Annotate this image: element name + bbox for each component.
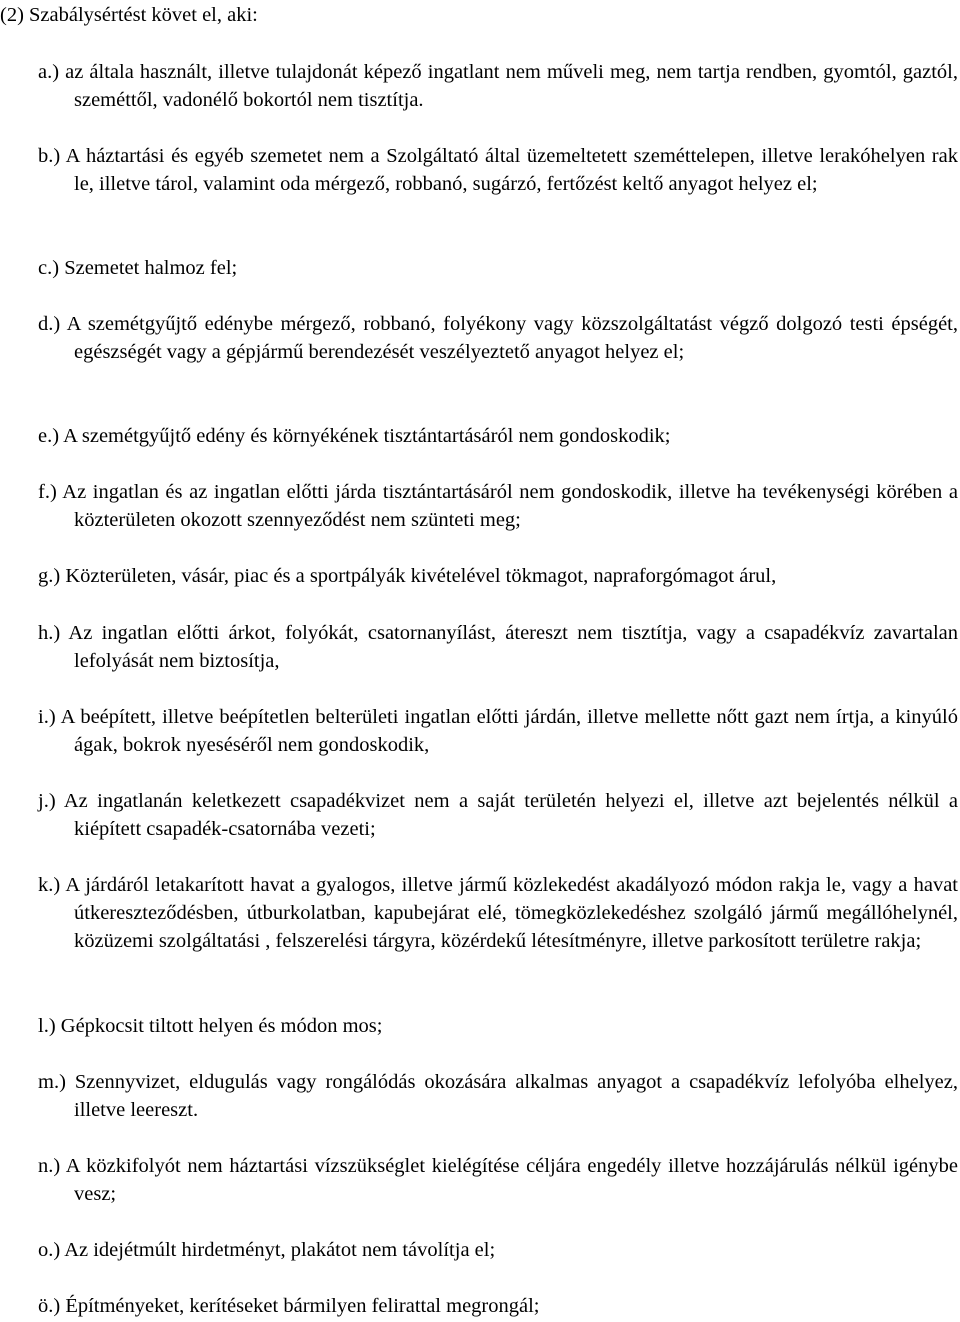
list-item-text: A járdáról letakarított havat a gyalogos, illetve jármű közlekedést akadályozó módon rakja le, vagy a havat útkereszteződésben, útburkolatban, kapubejárat elé, tömegközlekedéshez szolgáló jármű megállóhelynél, közüzemi szolgáltatási , felszerelési tárgyra, közérdekű létesítményre, illetve parkosított területre rakja; [65,874,958,952]
list-item-text: Építményeket, kerítéseket bármilyen felirattal megrongál; [65,1295,540,1317]
list-item-text: A közkifolyót nem háztartási vízszükséglet kielégítése céljára engedély illetve hozzájárulás nélkül igénybe vesz; [65,1155,958,1205]
list-marker: m.) [38,1071,66,1093]
list-item-g [38,562,958,590]
list-marker: l.) [38,1015,56,1037]
list-item-c [38,254,958,282]
list-item-text: Közterületen, vásár, piac és a sportpályák kivételével tökmagot, napraforgómagot árul, [65,565,777,587]
list-item-text: Szennyvizet, eldugulás vagy rongálódás okozására alkalmas anyagot a csapadékvíz lefolyóba elhelyez, illetve leereszt. [74,1071,958,1121]
list-marker: ö.) [38,1295,61,1317]
list-item-text: A háztartási és egyéb szemetet nem a Szolgáltató által üzemeltetett szeméttelepen, illetve lerakóhelyen rak le, illetve tárol, valamint oda mérgező, robbanó, sugárzó, fertőzést keltő anyagot helyez el; [65,145,958,195]
list-item-n [38,1152,958,1208]
list-item-k [38,871,958,955]
list-item-text: az általa használt, illetve tulajdonát képező ingatlant nem műveli meg, nem tartja rendben, gyomtól, gaztól, szeméttől, vadonélő bokortól nem tisztítja. [65,61,959,111]
list-item-text: A beépített, illetve beépítetlen belterületi ingatlan előtti járdán, illetve mellette nőtt gazt nem írtja, a kinyúló ágak, bokrok nyeséséről nem gondoskodik, [60,706,959,756]
list-marker: b.) [38,145,61,167]
list-marker: g.) [38,565,61,587]
list-item-text: A szemétgyűjtő edénybe mérgező, robbanó, folyékony vagy közszolgáltatást végző dolgozó testi épségét, egészségét vagy a gépjármű berendezését veszélyeztető anyagot helyez el; [66,313,958,363]
list-marker: k.) [38,874,61,896]
list-marker: e.) [38,425,60,447]
list-item-b [38,142,958,198]
list-marker: o.) [38,1239,61,1261]
list-marker: i.) [38,706,56,728]
list-item-i [38,703,958,759]
list-marker: n.) [38,1155,61,1177]
list-marker: a.) [38,61,60,83]
list-item-j [38,787,958,843]
list-item-a [38,58,958,114]
list-marker: j.) [38,790,56,812]
list-item-text: Az ingatlan és az ingatlan előtti járda tisztántartásáról nem gondoskodik, illetve ha tevékenységi körében a közterületen okozott szennyeződést nem szünteti meg; [62,481,958,531]
list-marker: f.) [38,481,57,503]
list-item-text: Az idejétmúlt hirdetményt, plakátot nem távolítja el; [64,1239,496,1261]
list-item-m [38,1068,958,1124]
list-item-f [38,478,958,534]
list-item-e [38,422,958,450]
list-item-h [38,619,958,675]
list-marker: h.) [38,622,61,644]
list-item-o [38,1236,958,1264]
list-item-text: Szemetet halmoz fel; [64,257,238,279]
list-item-text: Az ingatlan előtti árkot, folyókát, csatornanyílást, átereszt nem tisztítja, vagy a csapadékvíz zavartalan lefolyását nem biztosítja, [68,622,959,672]
list-item-text: Az ingatlanán keletkezett csapadékvizet nem a saját területén helyezi el, illetve azt bejelentés nélkül a kiépített csapadék-csatornába vezeti; [63,790,958,840]
list-marker: d.) [38,313,61,335]
list-item-d [38,310,958,366]
list-item-o-umlaut [38,1292,958,1320]
list-marker: c.) [38,257,60,279]
list-item-l [38,1012,958,1040]
list-item-text: Gépkocsit tiltott helyen és módon mos; [60,1015,383,1037]
section-heading: (2) Szabálysértést követ el, aki: [0,4,258,26]
list-item-text: A szemétgyűjtő edény és környékének tisztántartásáról nem gondoskodik; [63,425,671,447]
